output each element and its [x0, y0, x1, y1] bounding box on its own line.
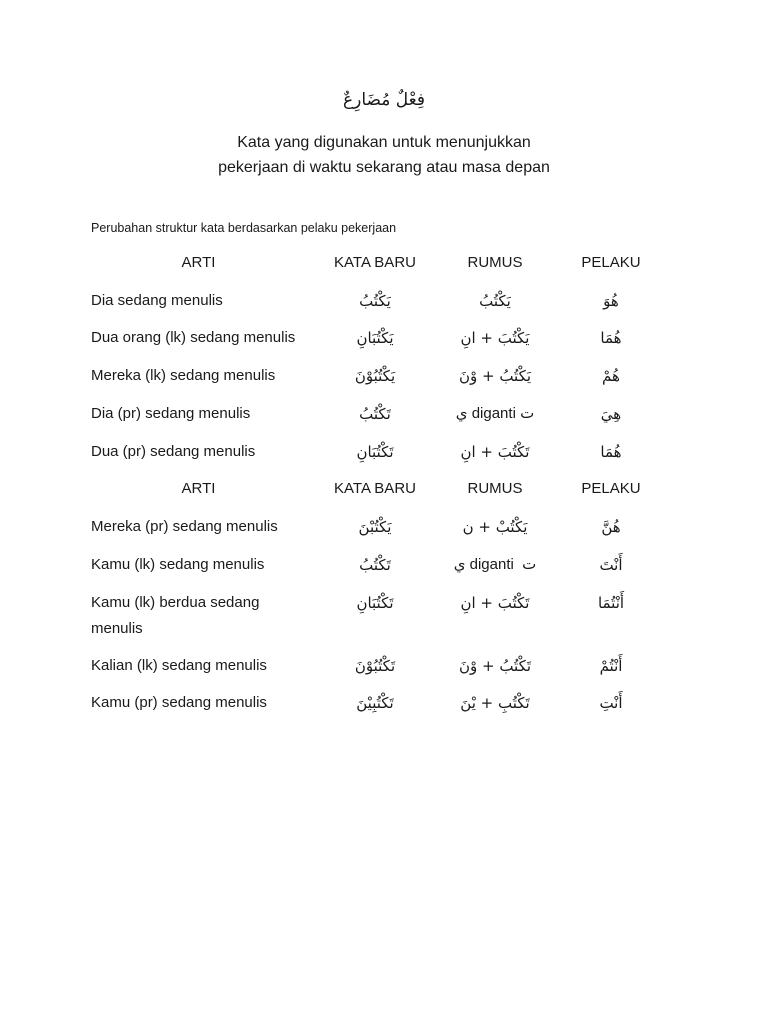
- kata-baru-cell: يَكْتُبَانِ: [356, 329, 394, 348]
- arti-cell: Dua (pr) sedang menulis: [91, 442, 256, 460]
- header-rumus: RUMUS: [467, 480, 523, 498]
- pelaku-cell: هُمَا: [600, 329, 622, 348]
- pelaku-cell: هُنَّ: [601, 518, 621, 537]
- kata-baru-cell: تَكْتُبُ: [359, 404, 391, 423]
- arti-cell: Kamu (lk) berdua sedang menulis: [91, 593, 260, 637]
- kata-baru-cell: تَكْتُبَانِ: [356, 593, 394, 612]
- table-row: [91, 508, 676, 546]
- pelaku-cell: أَنْتِ: [599, 694, 623, 713]
- intro-line: pekerjaan di waktu sekarang atau masa depan: [218, 159, 550, 176]
- arti-cell: Dua orang (lk) sedang menulis: [91, 329, 296, 347]
- header-kata-baru: KATA BARU: [334, 253, 416, 271]
- table-row: [91, 282, 676, 320]
- header-rumus: RUMUS: [467, 253, 523, 271]
- section-note: Perubahan struktur kata berdasarkan pelaku pekerjaan: [91, 221, 397, 235]
- rumus-cell: تَكْتُبَ + انِ: [460, 442, 530, 461]
- header-arti: ARTI: [181, 480, 216, 498]
- table-row: [91, 546, 676, 584]
- pelaku-cell: هُوَ: [603, 291, 619, 310]
- rumus-cell: يَكْتُبَ + انِ: [460, 329, 530, 348]
- table-header-row: [91, 244, 676, 282]
- kata-baru-cell: يَكْتُبْنَ: [358, 518, 392, 537]
- rumus-cell: يَكْتُبْ + ن: [462, 518, 528, 537]
- table-row: [91, 433, 676, 471]
- header-arti: ARTI: [181, 253, 216, 271]
- table-row: [91, 647, 676, 685]
- pelaku-cell: هُمَا: [600, 442, 622, 461]
- conjugation-table: [91, 244, 676, 722]
- pelaku-cell: أَنْتُمْ: [599, 656, 623, 675]
- page-title-arabic: فِعْلٌ مُضَارِعٌ: [343, 90, 425, 110]
- arti-cell: Kamu (pr) sedang menulis: [91, 694, 267, 712]
- kata-baru-cell: تَكْتُبِيْنَ: [356, 694, 394, 713]
- rumus-cell: تَكْتُبُ + وْنَ: [458, 656, 532, 675]
- table-header-row: [91, 471, 676, 509]
- table-row: [91, 357, 676, 395]
- kata-baru-cell: يَكْتُبُ: [359, 291, 391, 310]
- intro-line: Kata yang digunakan untuk menunjukkan: [237, 134, 531, 151]
- header-kata-baru: KATA BARU: [334, 480, 416, 498]
- arti-cell: Kalian (lk) sedang menulis: [91, 656, 267, 674]
- pelaku-cell: أَنْتُمَا: [597, 593, 625, 612]
- arti-cell: Mereka (pr) sedang menulis: [91, 518, 278, 536]
- kata-baru-cell: تَكْتُبَانِ: [356, 442, 394, 461]
- kata-baru-cell: تَكْتُبُ: [359, 555, 391, 574]
- header-pelaku: PELAKU: [581, 480, 641, 498]
- rumus-cell: يَكْتُبُ: [479, 291, 511, 310]
- pelaku-cell: هِيَ: [600, 404, 622, 423]
- rumus-cell: ي diganti ت: [455, 404, 535, 422]
- pelaku-cell: أَنْتَ: [599, 555, 623, 574]
- pelaku-cell: هُمْ: [602, 367, 620, 386]
- arti-cell: Mereka (lk) sedang menulis: [91, 367, 276, 385]
- table-row: [91, 395, 676, 433]
- table-row: [91, 584, 676, 647]
- arti-cell: Dia sedang menulis: [91, 291, 223, 309]
- header-pelaku: PELAKU: [581, 253, 641, 271]
- rumus-cell: تَكْتُبَ + انِ: [460, 593, 530, 612]
- kata-baru-cell: يَكْتُبُوْنَ: [354, 367, 396, 386]
- arti-cell: Kamu (lk) sedang menulis: [91, 555, 265, 573]
- rumus-cell: تَكْتُبِ + يْنَ: [460, 694, 530, 713]
- arti-cell: Dia (pr) sedang menulis: [91, 404, 251, 422]
- table-row: [91, 685, 676, 723]
- rumus-cell: ي diganti ت: [453, 555, 537, 573]
- intro-text: [0, 130, 768, 180]
- rumus-cell: يَكْتُبُ + وْنَ: [458, 367, 532, 386]
- table-row: [91, 320, 676, 358]
- kata-baru-cell: تَكْتُبُوْنَ: [354, 656, 396, 675]
